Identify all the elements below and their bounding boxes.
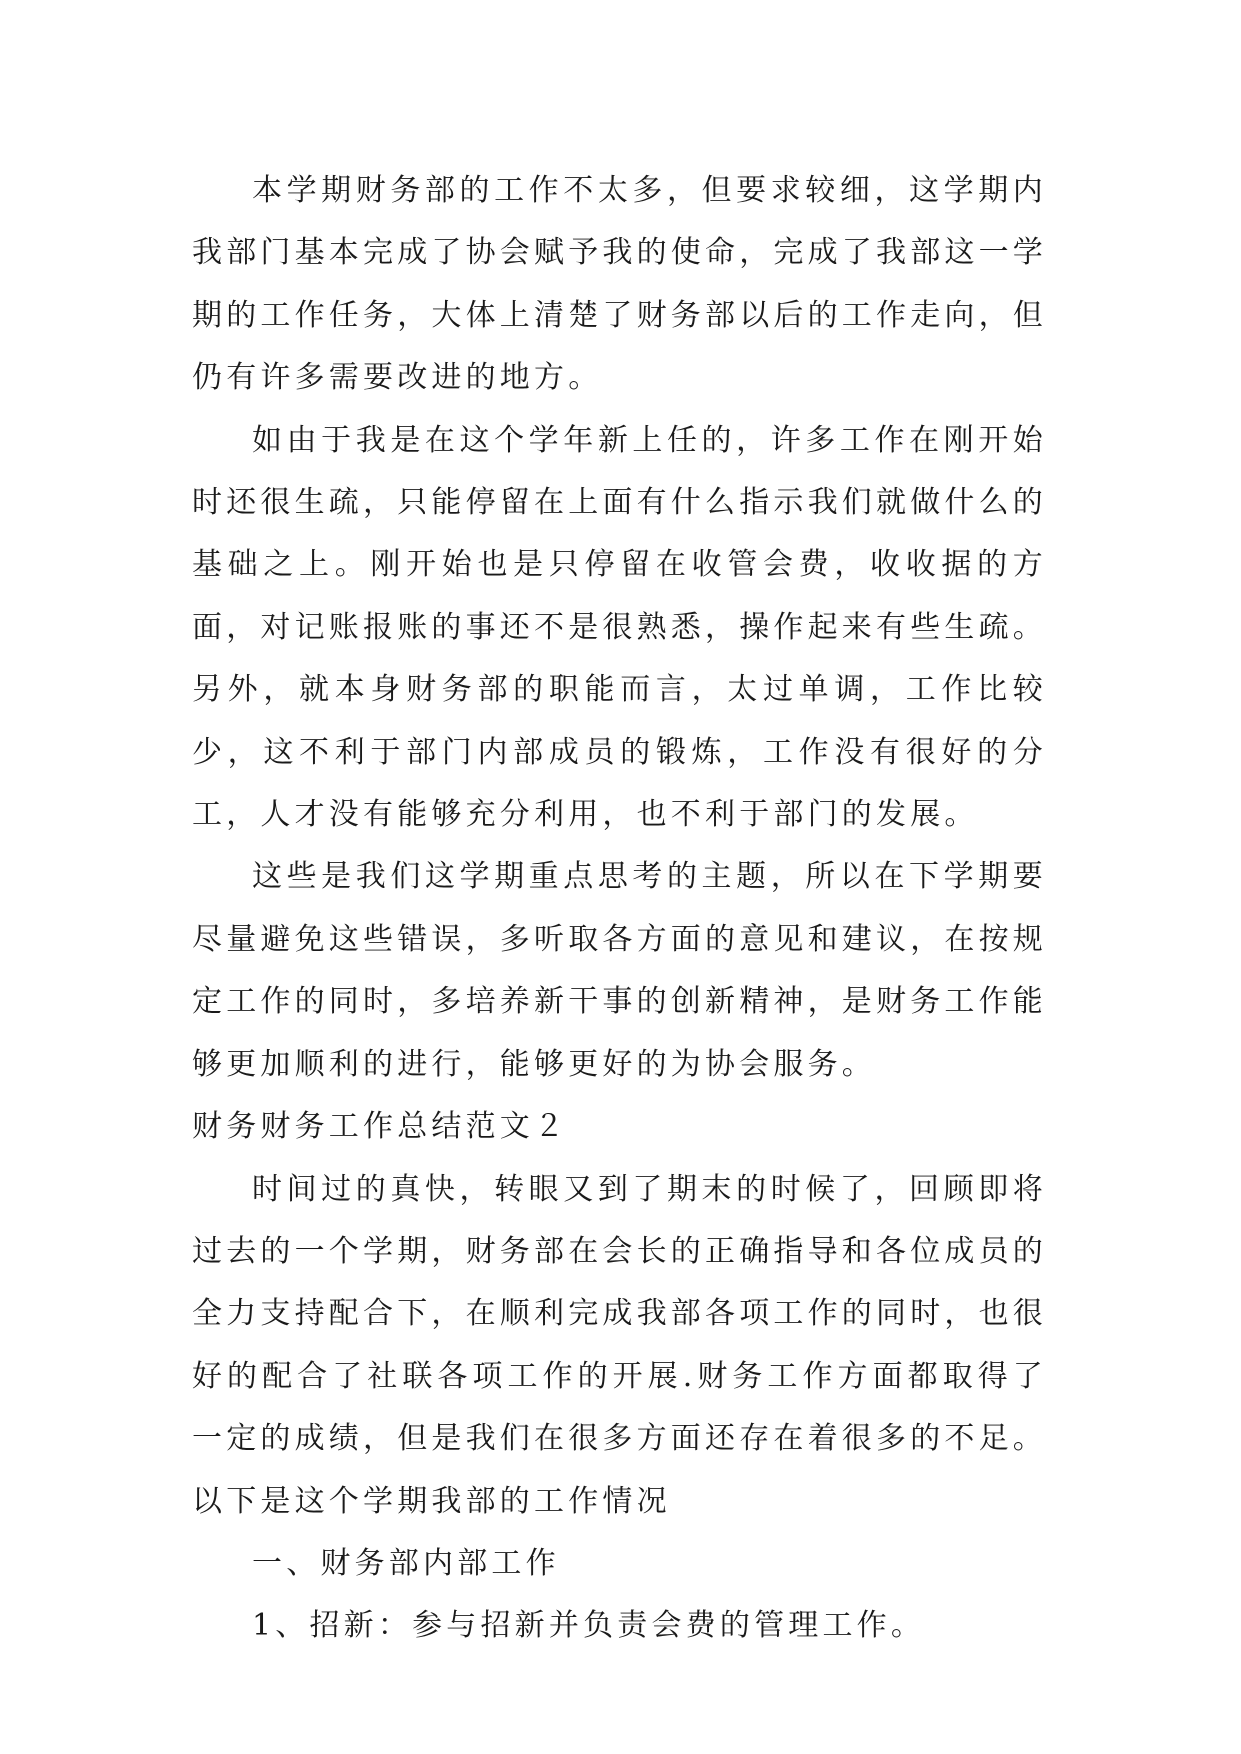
document-body — [192, 160, 1047, 1658]
paragraph-3: 这些是我们这学期重点思考的主题，所以在下学期要尽量避免这些错误，多听取各方面的意见和建议，在按规定工作的同时，多培养新干事的创新精神，是财务工作能够更加顺利的进行，能够更好的为协会服务。 — [192, 859, 1047, 1082]
paragraph-2: 如由于我是在这个学年新上任的，许多工作在刚开始时还很生疏，只能停留在上面有什么指示我们就做什么的基础之上。刚开始也是只停留在收管会费，收收据的方面，对记账报账的事还不是很熟悉，操作起来有些生疏。另外，就本身财务部的职能而言，太过单调，工作比较少，这不利于部门内部成员的锻炼，工作没有很好的分工，人才没有能够充分利用，也不利于部门的发展。 — [192, 422, 1047, 833]
paragraph-4: 时间过的真快，转眼又到了期末的时候了，回顾即将过去的一个学期，财务部在会长的正确指导和各位成员的全力支持配合下，在顺利完成我部各项工作的同时，也很好的配合了社联各项工作的开展.财务工作方面都取得了一定的成绩，但是我们在很多方面还存在着很多的不足。以下是这个学期我部的工作情况 — [192, 1171, 1047, 1519]
section-title: 财务财务工作总结范文２ — [192, 1109, 569, 1145]
paragraph-5: 一、财务部内部工作 — [252, 1545, 560, 1581]
paragraph-1: 本学期财务部的工作不太多，但要求较细，这学期内我部门基本完成了协会赋予我的使命，完成了我部这一学期的工作任务，大体上清楚了财务部以后的工作走向，但仍有许多需要改进的地方。 — [192, 173, 1047, 396]
paragraph-6: 1、招新：参与招新并负责会费的管理工作。 — [252, 1608, 926, 1644]
